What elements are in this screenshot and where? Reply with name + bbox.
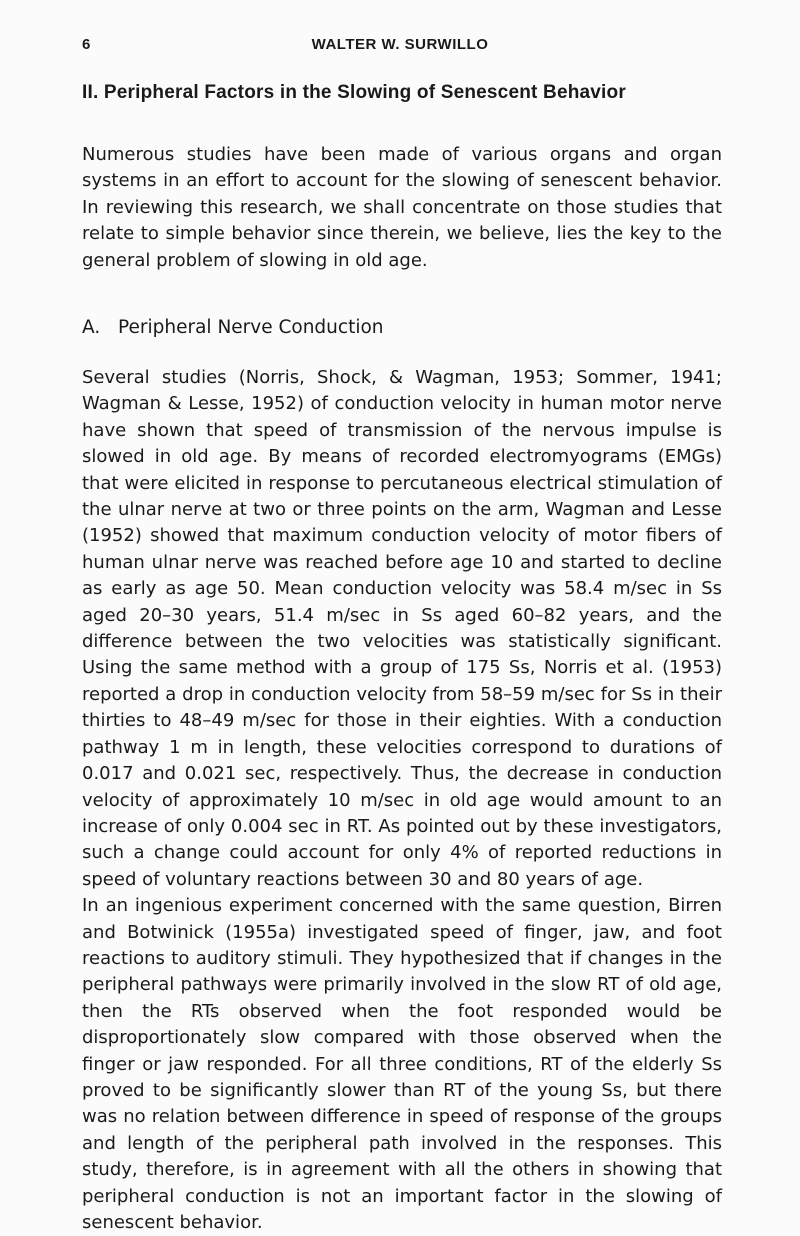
body-paragraph-2: In an ingenious experiment concerned with the same question, Birren and Botwinick (1955a) investigated speed of finger, jaw, and foot reactions to auditory stimuli. They hypothesized that if changes in the peripheral pathways were primarily involved in the slow RT of old age, then the RTs observed when the foot responded would be disproportionately slow compared with those observed when the finger or jaw responded. For all three conditions, RT of the elderly Ss proved to be significantly slower than RT of the young Ss, but there was no relation between difference in speed of response of the groups and length of the peripheral path involved in the responses. This study, therefore, is in agreement with all the others in showing that peripheral conduction is not an important factor in the slowing of senescent behavior. <box>82 895 722 1233</box>
page-number: 6 <box>82 36 91 53</box>
running-head <box>82 36 718 56</box>
intro-paragraph: Numerous studies have been made of various organs and organ systems in an effort to account for the slowing of senescent behavior. In reviewing this research, we shall concentrate on those studies that relate to simple behavior since therein, we believe, lies the key to the general problem of slowing in old age. <box>82 144 722 271</box>
body-paragraph-1: Several studies (Norris, Shock, & Wagman, 1953; Sommer, 1941; Wagman & Lesse, 1952) of conduction velocity in human motor nerve have shown that speed of transmission of the nervous impulse is slowed in old age. By means of recorded electromyograms (EMGs) that were elicited in response to percutaneous electrical stimulation of the ulnar nerve at two or three points on the arm, Wagman and Lesse (1952) showed that maximum conduction velocity of motor fibers of human ulnar nerve was reached before age 10 and started to decline as early as age 50. Mean conduction velocity was 58.4 m/sec in Ss aged 20–30 years, 51.4 m/sec in Ss aged 60–82 years, and the difference between the two velocities was statistically significant. Using the same method with a group of 175 Ss, Norris et al. (1953) reported a drop in conduction velocity from 58–59 m/sec for Ss in their thirties to 48–49 m/sec for those in their eighties. With a conduction pathway 1 m in length, these velocities correspond to durations of 0.017 and 0.021 sec, respectively. Thus, the decrease in conduction velocity of approximately 10 m/sec in old age would amount to an increase of only 0.004 sec in RT. As pointed out by these investigators, such a change could account for only 4% of reported reductions in speed of voluntary reactions between 30 and 80 years of age. <box>82 367 722 890</box>
subsection-body <box>82 365 722 1236</box>
subsection-letter: A. <box>82 317 101 338</box>
subsection-heading <box>82 317 722 338</box>
subsection-title: Peripheral Nerve Conduction <box>118 317 384 338</box>
section-heading: II. Peripheral Factors in the Slowing of Senescent Behavior <box>82 82 626 103</box>
running-head-author: WALTER W. SURWILLO <box>311 36 489 53</box>
